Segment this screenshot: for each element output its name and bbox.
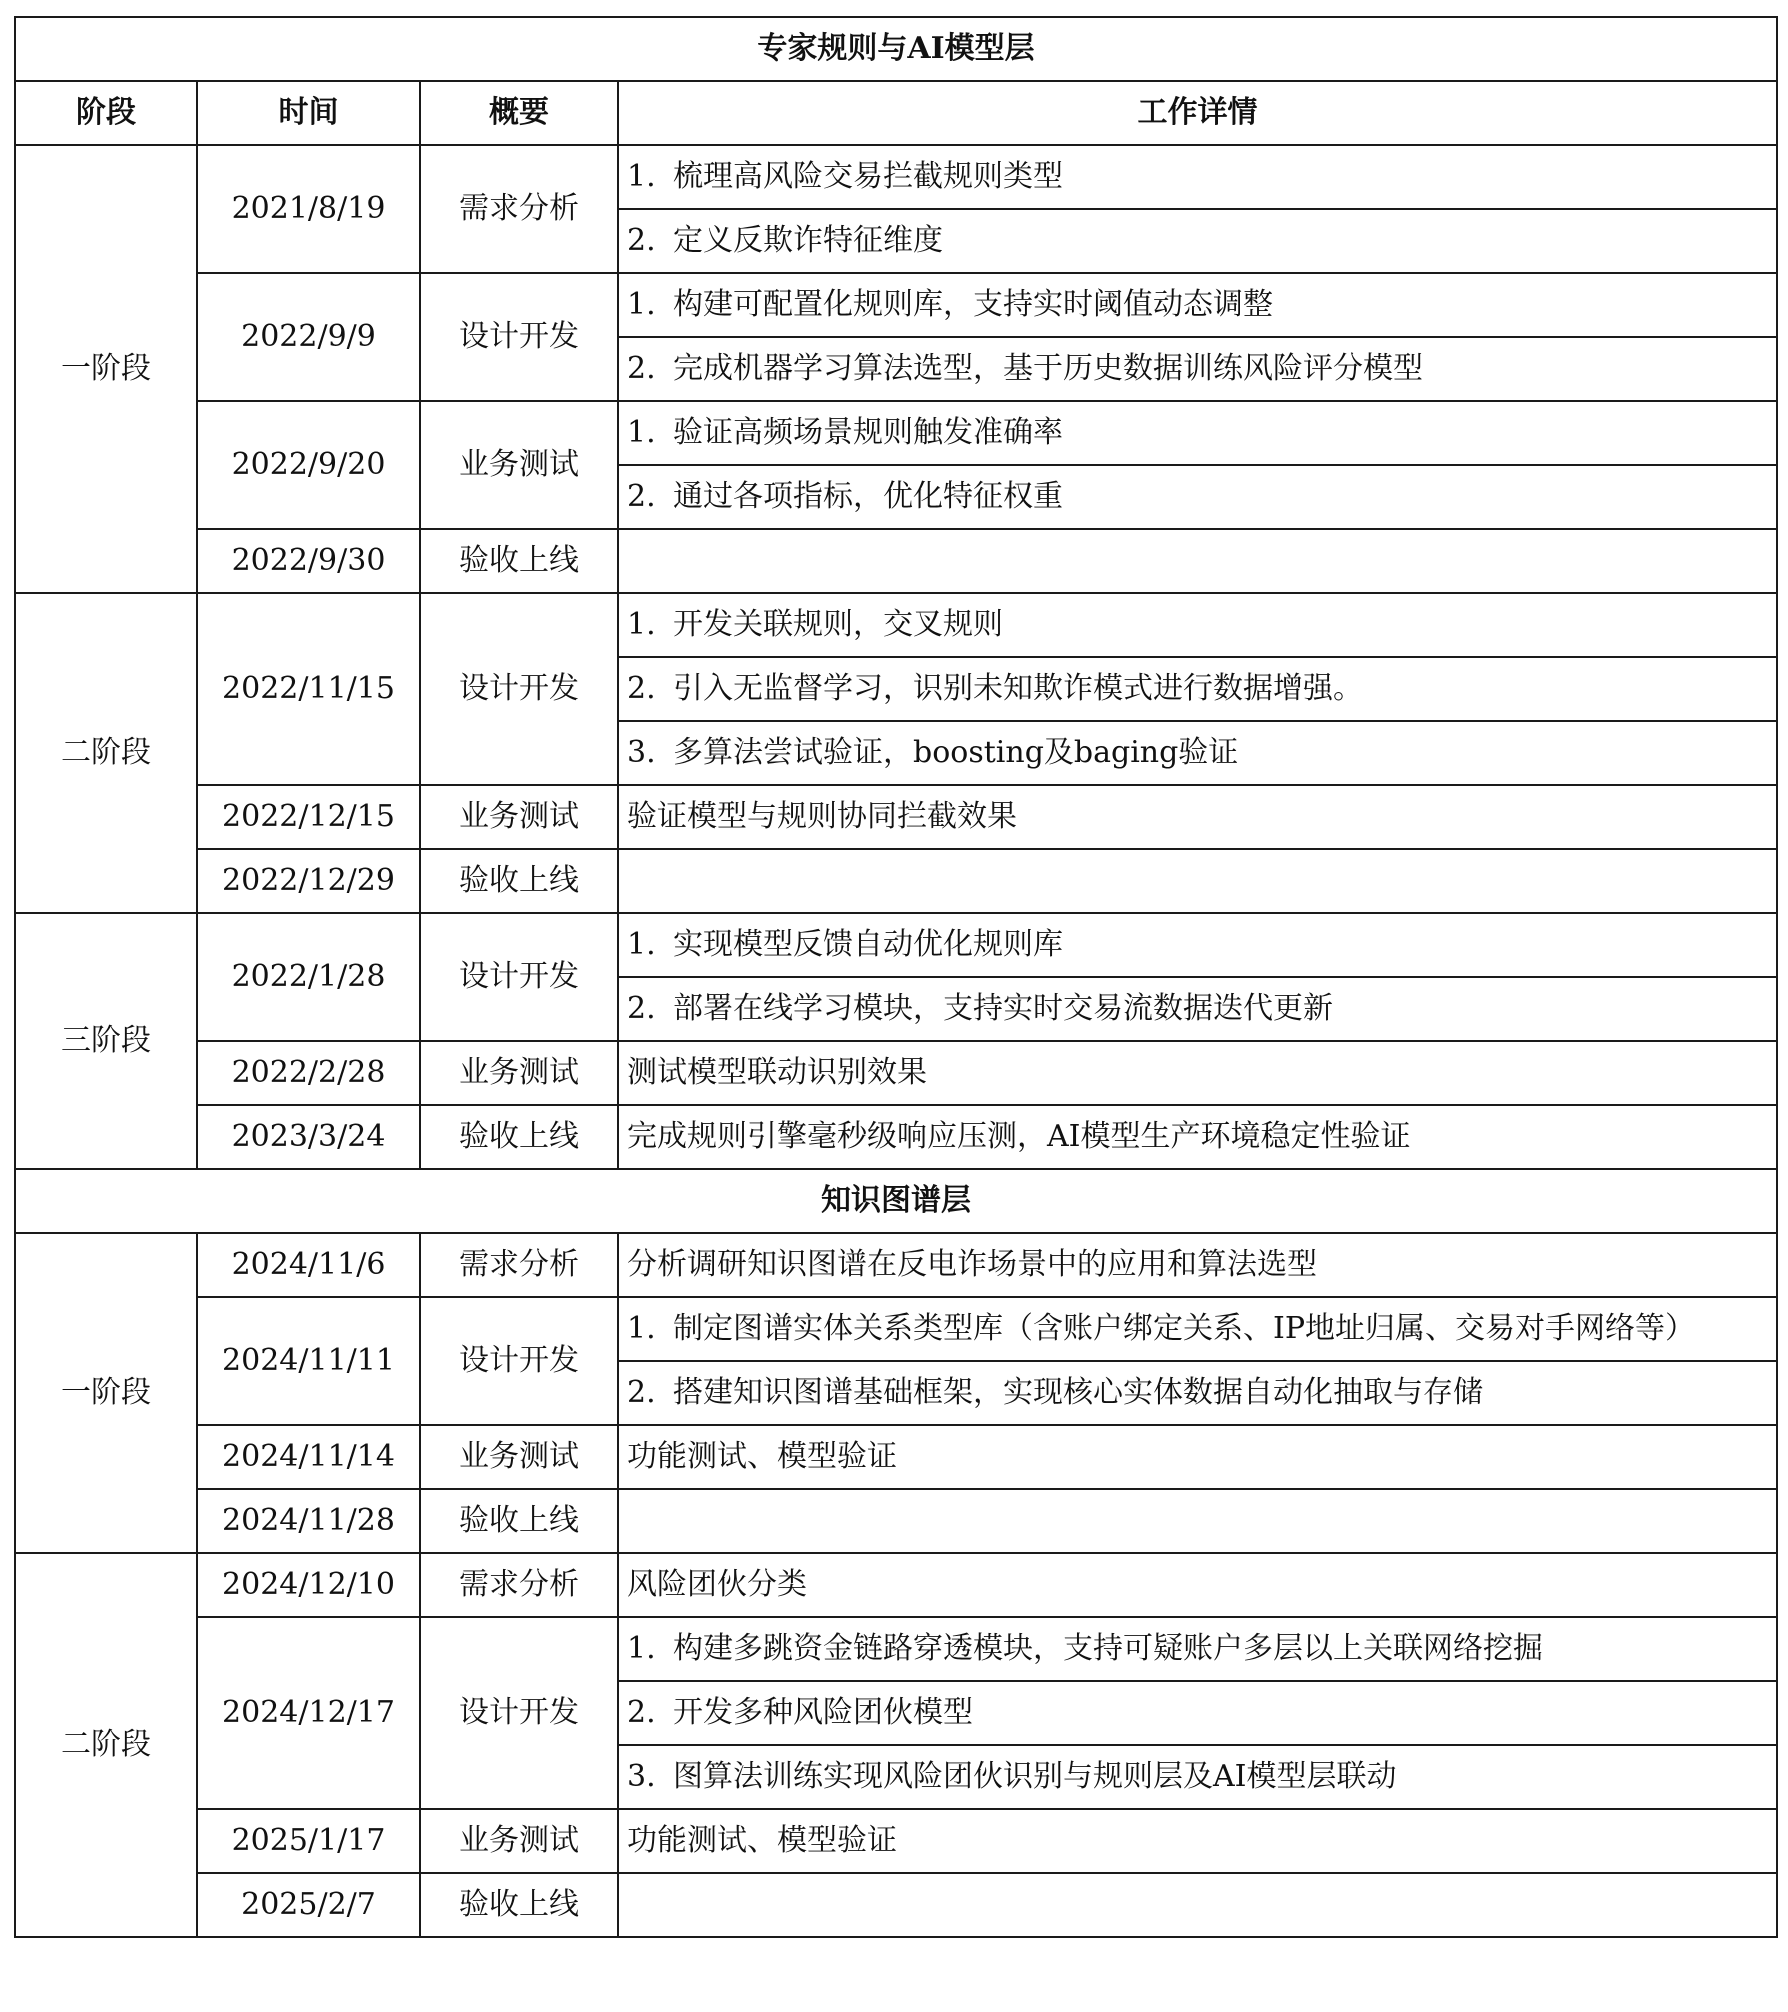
table-row xyxy=(15,529,1777,593)
summary-cell: 设计开发 xyxy=(420,913,618,1041)
date-cell: 2022/1/28 xyxy=(197,913,420,1041)
detail-text: 功能测试、模型验证 xyxy=(627,1823,897,1858)
detail-text: 构建多跳资金链路穿透模块，支持可疑账户多层以上关联网络挖掘 xyxy=(673,1631,1543,1666)
stage-cell: 一阶段 xyxy=(15,145,197,593)
date-cell: 2022/12/15 xyxy=(197,785,420,849)
detail-number: 1. xyxy=(627,159,656,194)
detail-text: 实现模型反馈自动优化规则库 xyxy=(673,927,1063,962)
detail-number: 1. xyxy=(627,415,656,450)
detail-cell xyxy=(618,1617,1777,1681)
detail-text: 搭建知识图谱基础框架，实现核心实体数据自动化抽取与存储 xyxy=(673,1375,1483,1410)
detail-number: 2. xyxy=(627,1695,656,1730)
detail-text: 测试模型联动识别效果 xyxy=(627,1055,927,1090)
section-title-row xyxy=(15,17,1777,81)
detail-number: 2. xyxy=(627,671,656,706)
table-row xyxy=(15,1489,1777,1553)
detail-cell xyxy=(618,273,1777,337)
detail-text: 验证模型与规则协同拦截效果 xyxy=(627,799,1017,834)
date-cell: 2024/11/14 xyxy=(197,1425,420,1489)
detail-cell xyxy=(618,721,1777,785)
detail-number: 1. xyxy=(627,927,656,962)
table-row xyxy=(15,1041,1777,1105)
project-plan-table xyxy=(14,16,1778,1938)
date-cell: 2024/12/17 xyxy=(197,1617,420,1809)
detail-cell xyxy=(618,977,1777,1041)
summary-cell: 业务测试 xyxy=(420,1425,618,1489)
header-details: 工作详情 xyxy=(618,81,1777,145)
date-cell: 2024/11/28 xyxy=(197,1489,420,1553)
detail-cell xyxy=(618,145,1777,209)
detail-cell xyxy=(618,593,1777,657)
detail-cell xyxy=(618,1873,1777,1937)
detail-number: 2. xyxy=(627,1375,656,1410)
detail-text: 完成机器学习算法选型，基于历史数据训练风险评分模型 xyxy=(673,351,1423,386)
summary-cell: 需求分析 xyxy=(420,1233,618,1297)
detail-cell xyxy=(618,1041,1777,1105)
detail-cell xyxy=(618,1489,1777,1553)
stage-cell: 三阶段 xyxy=(15,913,197,1169)
detail-number: 1. xyxy=(627,607,656,642)
date-cell: 2021/8/19 xyxy=(197,145,420,273)
table-row xyxy=(15,785,1777,849)
detail-number: 1. xyxy=(627,1631,656,1666)
date-cell: 2022/9/9 xyxy=(197,273,420,401)
table-row xyxy=(15,1873,1777,1937)
table-row xyxy=(15,1297,1777,1361)
summary-cell: 业务测试 xyxy=(420,1809,618,1873)
summary-cell: 验收上线 xyxy=(420,1873,618,1937)
detail-number: 2. xyxy=(627,479,656,514)
date-cell: 2022/12/29 xyxy=(197,849,420,913)
detail-cell xyxy=(618,1233,1777,1297)
detail-text: 梳理高风险交易拦截规则类型 xyxy=(673,159,1063,194)
summary-cell: 业务测试 xyxy=(420,785,618,849)
detail-cell xyxy=(618,913,1777,977)
date-cell: 2022/9/20 xyxy=(197,401,420,529)
detail-text: 完成规则引擎毫秒级响应压测，AI模型生产环境稳定性验证 xyxy=(627,1119,1411,1154)
section-title: 专家规则与AI模型层 xyxy=(15,17,1777,81)
table-row xyxy=(15,1553,1777,1617)
detail-text: 开发关联规则，交叉规则 xyxy=(673,607,1003,642)
table-row xyxy=(15,145,1777,209)
table-row xyxy=(15,593,1777,657)
summary-cell: 设计开发 xyxy=(420,1617,618,1809)
date-cell: 2023/3/24 xyxy=(197,1105,420,1169)
stage-cell: 二阶段 xyxy=(15,593,197,913)
date-cell: 2024/12/10 xyxy=(197,1553,420,1617)
table-row xyxy=(15,273,1777,337)
date-cell: 2024/11/6 xyxy=(197,1233,420,1297)
detail-text: 验证高频场景规则触发准确率 xyxy=(673,415,1063,450)
detail-number: 2. xyxy=(627,351,656,386)
stage-cell: 二阶段 xyxy=(15,1553,197,1937)
detail-cell xyxy=(618,657,1777,721)
summary-cell: 需求分析 xyxy=(420,145,618,273)
detail-number: 2. xyxy=(627,223,656,258)
summary-cell: 设计开发 xyxy=(420,1297,618,1425)
detail-number: 2. xyxy=(627,991,656,1026)
date-cell: 2022/2/28 xyxy=(197,1041,420,1105)
section-title-row xyxy=(15,1169,1777,1233)
table-row xyxy=(15,1809,1777,1873)
detail-text: 功能测试、模型验证 xyxy=(627,1439,897,1474)
summary-cell: 需求分析 xyxy=(420,1553,618,1617)
detail-cell xyxy=(618,401,1777,465)
detail-text: 部署在线学习模块，支持实时交易流数据迭代更新 xyxy=(673,991,1333,1026)
date-cell: 2024/11/11 xyxy=(197,1297,420,1425)
detail-cell xyxy=(618,785,1777,849)
detail-number: 3. xyxy=(627,735,656,770)
detail-cell xyxy=(618,1105,1777,1169)
detail-cell xyxy=(618,1681,1777,1745)
detail-text: 构建可配置化规则库，支持实时阈值动态调整 xyxy=(673,287,1273,322)
detail-cell xyxy=(618,849,1777,913)
table-row xyxy=(15,401,1777,465)
detail-text: 引入无监督学习，识别未知欺诈模式进行数据增强。 xyxy=(673,671,1363,706)
detail-cell xyxy=(618,1361,1777,1425)
detail-number: 1. xyxy=(627,1311,656,1346)
detail-cell xyxy=(618,1425,1777,1489)
detail-cell xyxy=(618,1553,1777,1617)
summary-cell: 设计开发 xyxy=(420,593,618,785)
detail-cell xyxy=(618,465,1777,529)
detail-cell xyxy=(618,337,1777,401)
date-cell: 2022/9/30 xyxy=(197,529,420,593)
detail-number: 1. xyxy=(627,287,656,322)
detail-cell xyxy=(618,529,1777,593)
summary-cell: 验收上线 xyxy=(420,849,618,913)
date-cell: 2025/2/7 xyxy=(197,1873,420,1937)
summary-cell: 业务测试 xyxy=(420,401,618,529)
header-stage: 阶段 xyxy=(15,81,197,145)
header-time: 时间 xyxy=(197,81,420,145)
detail-text: 分析调研知识图谱在反电诈场景中的应用和算法选型 xyxy=(627,1247,1317,1282)
table-row xyxy=(15,1233,1777,1297)
detail-number: 3. xyxy=(627,1759,656,1794)
table-row xyxy=(15,849,1777,913)
detail-cell xyxy=(618,1745,1777,1809)
column-header-row xyxy=(15,81,1777,145)
detail-text: 通过各项指标，优化特征权重 xyxy=(673,479,1063,514)
detail-text: 图算法训练实现风险团伙识别与规则层及AI模型层联动 xyxy=(673,1759,1397,1794)
table-row xyxy=(15,1425,1777,1489)
detail-cell xyxy=(618,1809,1777,1873)
header-summary: 概要 xyxy=(420,81,618,145)
summary-cell: 业务测试 xyxy=(420,1041,618,1105)
stage-cell: 一阶段 xyxy=(15,1233,197,1553)
detail-text: 风险团伙分类 xyxy=(627,1567,807,1602)
detail-text: 开发多种风险团伙模型 xyxy=(673,1695,973,1730)
table-row xyxy=(15,1617,1777,1681)
detail-text: 多算法尝试验证，boosting及baging验证 xyxy=(673,735,1239,770)
summary-cell: 验收上线 xyxy=(420,1489,618,1553)
table-row xyxy=(15,913,1777,977)
detail-cell xyxy=(618,1297,1777,1361)
summary-cell: 验收上线 xyxy=(420,1105,618,1169)
detail-text: 制定图谱实体关系类型库（含账户绑定关系、IP地址归属、交易对手网络等） xyxy=(673,1311,1696,1346)
detail-text: 定义反欺诈特征维度 xyxy=(673,223,943,258)
detail-cell xyxy=(618,209,1777,273)
date-cell: 2025/1/17 xyxy=(197,1809,420,1873)
section-title: 知识图谱层 xyxy=(15,1169,1777,1233)
table-row xyxy=(15,1105,1777,1169)
summary-cell: 验收上线 xyxy=(420,529,618,593)
plan-table-body xyxy=(15,17,1777,1937)
date-cell: 2022/11/15 xyxy=(197,593,420,785)
summary-cell: 设计开发 xyxy=(420,273,618,401)
